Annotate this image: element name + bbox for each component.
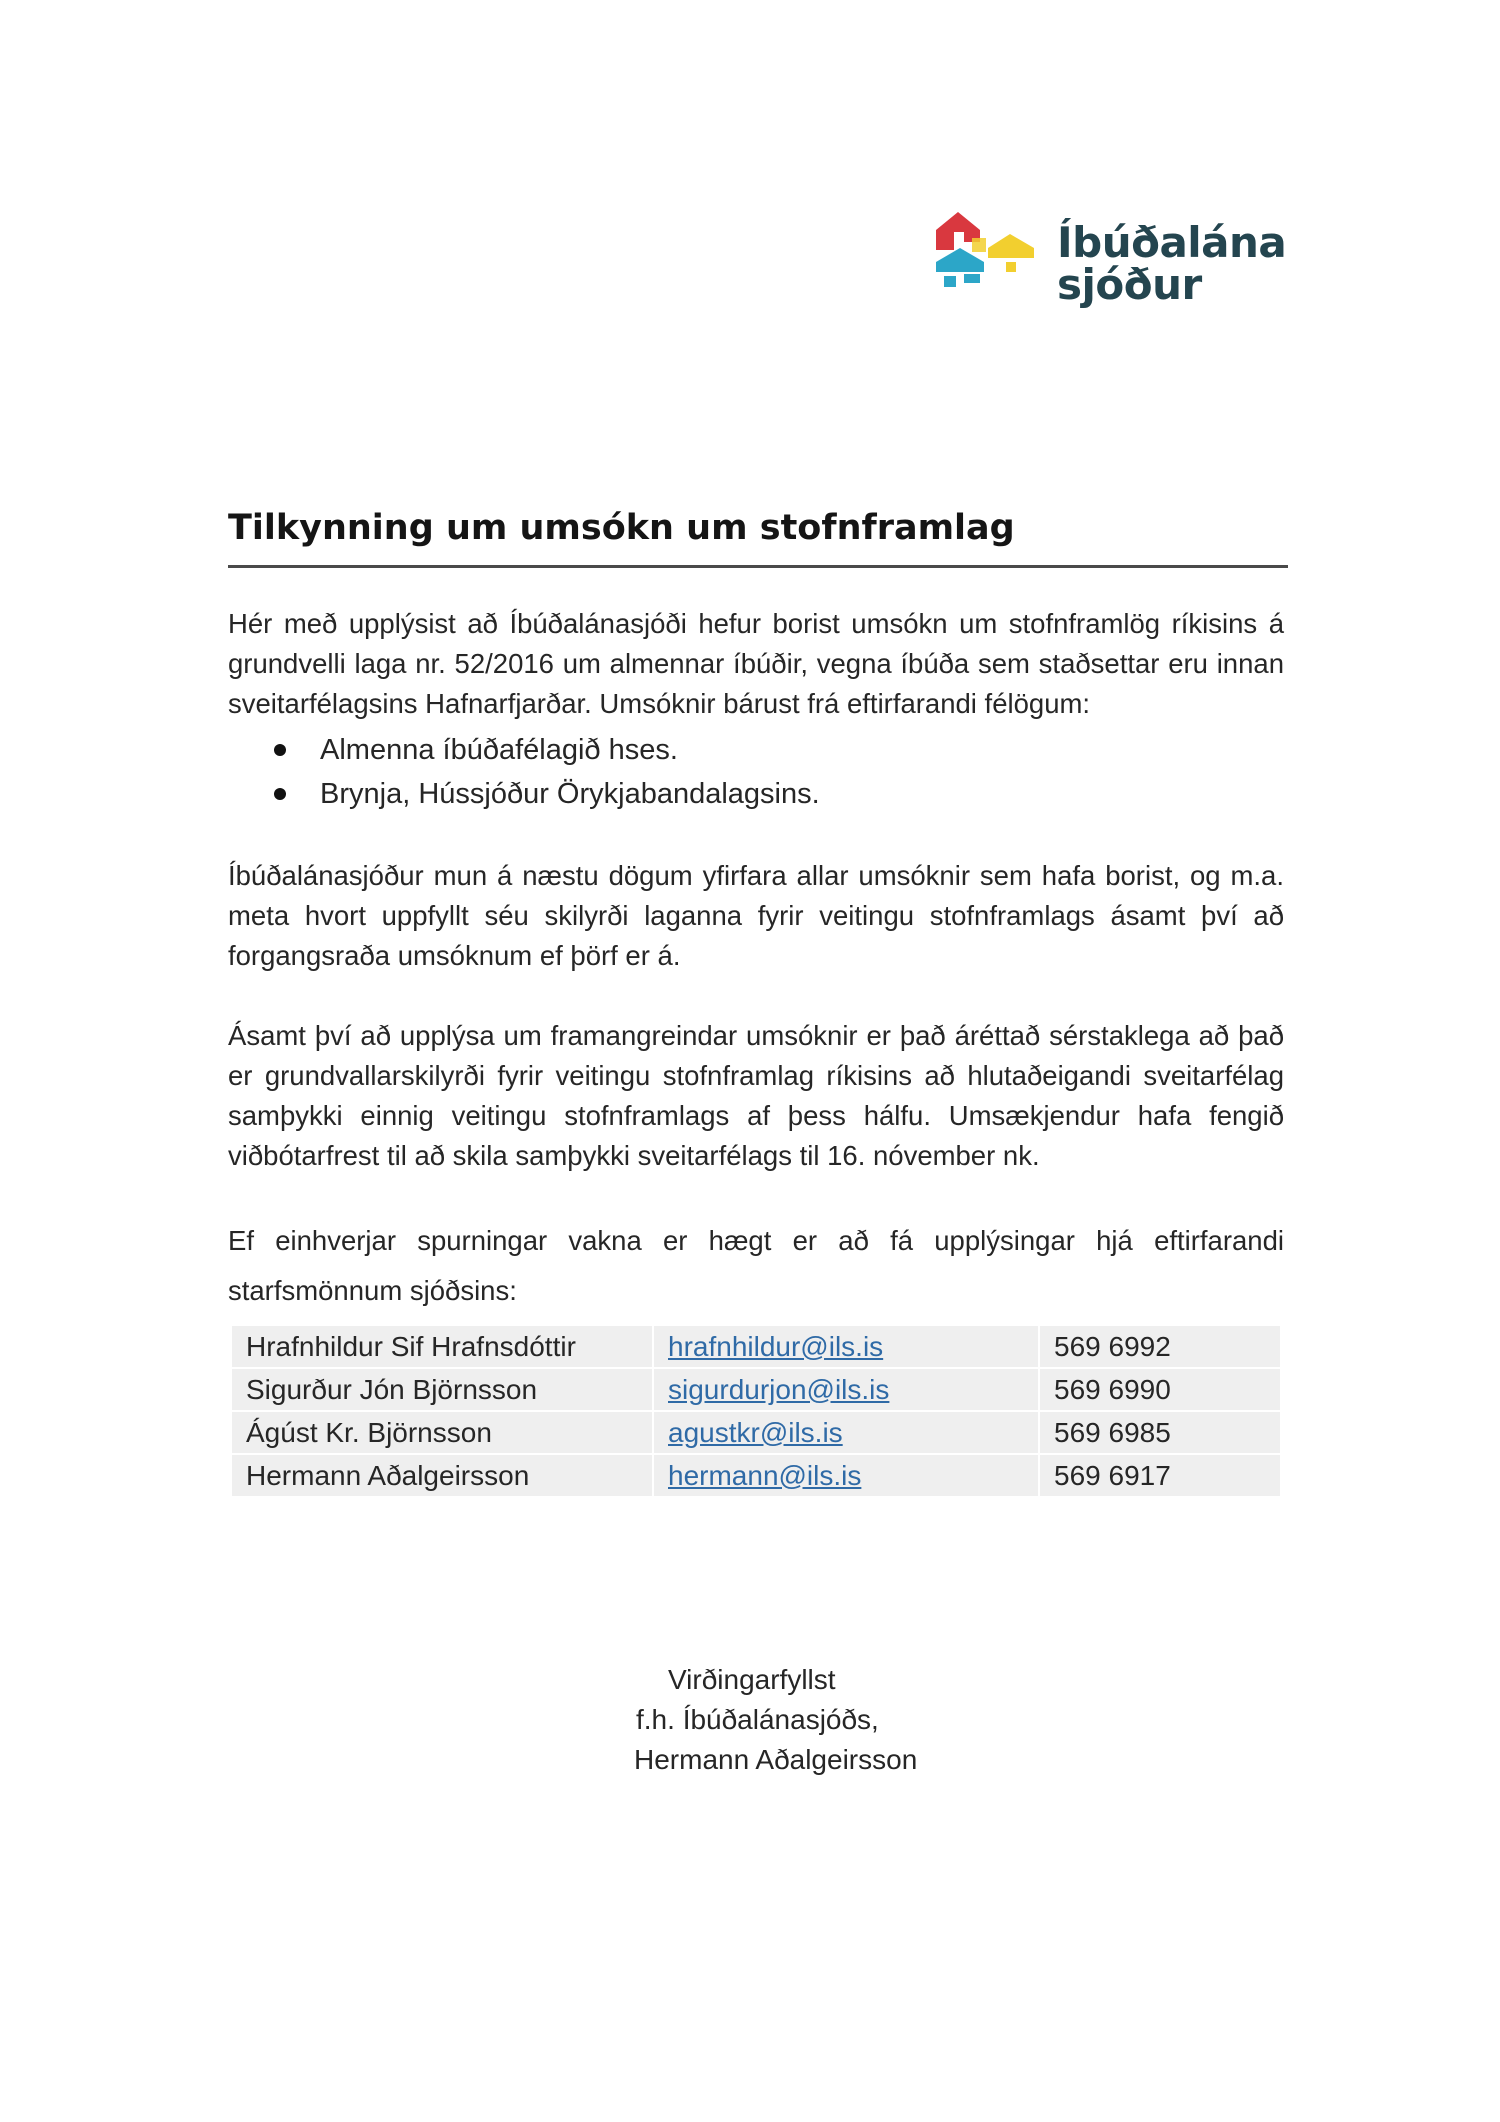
title-divider <box>228 565 1288 568</box>
contact-email-cell <box>654 1326 1038 1367</box>
contact-name: Hermann Aðalgeirsson <box>232 1455 652 1496</box>
list-item <box>270 772 1170 816</box>
houses-logo-icon <box>932 208 1042 318</box>
applicant-name: Almenna íbúðafélagið hses. <box>320 734 678 766</box>
contact-email-cell <box>654 1369 1038 1410</box>
intro-paragraph: Hér með upplýsist að Íbúðalánasjóði hefur borist umsókn um stofnframlög ríkisins á grundvelli laga nr. 52/2016 um almennar íbúðir, vegna íbúða sem staðsettar eru innan sveitarfélagsins Hafnarfjarðar. Umsóknir bárust frá eftirfarandi félögum: <box>228 608 1284 719</box>
logo-yellow-window <box>1006 262 1016 272</box>
contact-phone: 569 6990 <box>1040 1369 1280 1410</box>
list-item <box>270 728 1170 772</box>
contact-email-cell <box>654 1412 1038 1453</box>
review-paragraph: Íbúðalánasjóður mun á næstu dögum yfirfara allar umsóknir sem hafa borist, og m.a. meta hvort uppfyllt séu skilyrði laganna fyrir veitingu stofnframlags ásamt því að forgangsraða umsóknum ef þörf er á. <box>228 860 1284 971</box>
contact-email-cell <box>654 1455 1038 1496</box>
logo-yellow-roof <box>988 234 1034 258</box>
table-row <box>232 1369 1280 1410</box>
contact-email-link[interactable]: hermann@ils.is <box>668 1459 862 1491</box>
applicant-name: Brynja, Hússjóður Örykjabandalagsins. <box>320 778 820 810</box>
contact-email-link[interactable]: sigurdurjon@ils.is <box>668 1373 890 1405</box>
page-title: Tilkynning um umsókn um stofnframlag <box>228 508 1015 548</box>
logo-line-2: sjóður <box>1057 260 1202 309</box>
signature-block <box>600 1660 1000 1780</box>
logo-yellow-block <box>972 238 986 252</box>
table-row <box>232 1412 1280 1453</box>
contact-phone: 569 6985 <box>1040 1412 1280 1453</box>
contact-phone: 569 6917 <box>1040 1455 1280 1496</box>
contact-name: Sigurður Jón Björnsson <box>232 1369 652 1410</box>
applicant-list <box>270 728 1170 816</box>
contacts-table <box>230 1324 1282 1498</box>
table-row <box>232 1455 1280 1496</box>
logo-wordmark <box>1057 218 1287 309</box>
contact-name: Ágúst Kr. Björnsson <box>232 1412 652 1453</box>
logo-teal-window <box>944 276 956 287</box>
logo <box>932 208 1292 318</box>
condition-paragraph: Ásamt því að upplýsa um framangreindar umsóknir er það áréttað sérstaklega að það er grundvallarskilyrði fyrir veitingu stofnframlag ríkisins að hlutaðeigandi sveitarfélag samþykki einnig veitingu stofnframlags af þess hálfu. Umsækjendur hafa fengið viðbótarfrest til að skila samþykki sveitarfélags til 16. nóvember nk. <box>228 1020 1284 1171</box>
closing-on-behalf: f.h. Íbúðalánasjóðs, <box>636 1704 879 1735</box>
logo-line-1: Íbúðalána <box>1057 218 1287 267</box>
bullet-icon <box>274 788 286 800</box>
questions-paragraph: Ef einhverjar spurningar vakna er hægt er að fá upplýsingar hjá eftirfarandi starfsmönnum sjóðsins: <box>228 1225 1284 1306</box>
logo-teal-block <box>964 274 980 283</box>
contact-email-link[interactable]: agustkr@ils.is <box>668 1416 843 1448</box>
contact-email-link[interactable]: hrafnhildur@ils.is <box>668 1330 884 1362</box>
contact-phone: 569 6992 <box>1040 1326 1280 1367</box>
closing-greeting: Virðingarfyllst <box>668 1664 836 1695</box>
closing-signer: Hermann Aðalgeirsson <box>634 1744 918 1775</box>
table-row <box>232 1326 1280 1367</box>
contact-name: Hrafnhildur Sif Hrafnsdóttir <box>232 1326 652 1367</box>
bullet-icon <box>274 744 286 756</box>
